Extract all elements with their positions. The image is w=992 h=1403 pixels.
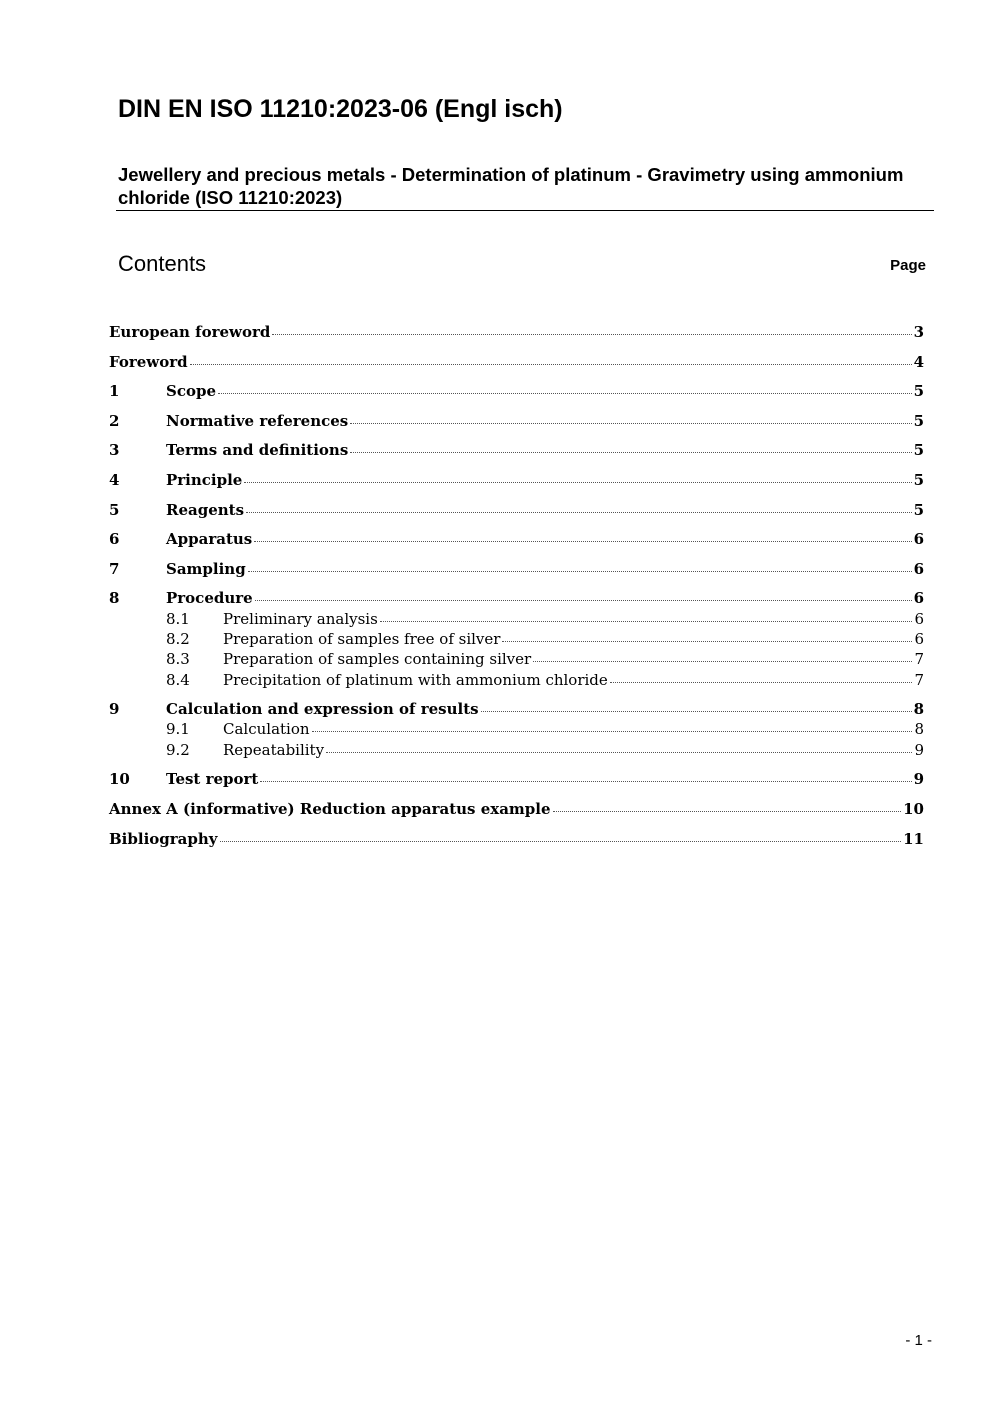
toc-entry[interactable] bbox=[109, 670, 924, 690]
toc-entry-page: 6 bbox=[913, 559, 924, 578]
toc-entry-label: Preparation of samples free of silver bbox=[223, 629, 501, 648]
toc-entry[interactable] bbox=[109, 588, 924, 608]
toc-entry-number: 1 bbox=[109, 382, 120, 401]
toc-entry-page: 8 bbox=[914, 720, 924, 739]
toc-entry-number: 2 bbox=[109, 411, 120, 430]
toc-entry-number: 8.2 bbox=[166, 629, 190, 648]
toc-entry[interactable] bbox=[109, 719, 924, 739]
toc-dot-leader bbox=[350, 452, 911, 453]
toc-entry-number: 8.3 bbox=[166, 650, 190, 669]
toc-entry-label: Calculation and expression of results bbox=[166, 700, 479, 719]
toc-entry[interactable] bbox=[109, 322, 924, 342]
toc-dot-leader bbox=[218, 393, 912, 394]
toc-entry[interactable] bbox=[109, 500, 924, 520]
toc-entry-page: 5 bbox=[913, 411, 924, 430]
toc-entry[interactable] bbox=[109, 740, 924, 760]
toc-entry[interactable] bbox=[109, 529, 924, 549]
toc-dot-leader bbox=[244, 482, 911, 483]
toc-dot-leader bbox=[326, 752, 912, 753]
toc-entry-label: Precipitation of platinum with ammonium chloride bbox=[223, 670, 608, 689]
toc-entry[interactable] bbox=[109, 609, 924, 629]
toc-entry-label: Foreword bbox=[109, 352, 188, 371]
toc-entry-number: 7 bbox=[109, 559, 120, 578]
toc-entry-number: 5 bbox=[109, 500, 120, 519]
toc-entry-page: 7 bbox=[914, 670, 924, 689]
table-of-contents bbox=[109, 322, 924, 849]
toc-entry-label: Preliminary analysis bbox=[223, 609, 378, 628]
toc-dot-leader bbox=[312, 731, 913, 732]
toc-dot-leader bbox=[272, 334, 911, 335]
toc-entry[interactable] bbox=[109, 559, 924, 579]
toc-entry-page: 7 bbox=[914, 650, 924, 669]
toc-entry-label: Scope bbox=[166, 382, 217, 401]
toc-entry[interactable] bbox=[109, 629, 924, 649]
toc-dot-leader bbox=[481, 711, 912, 712]
toc-dot-leader bbox=[246, 512, 912, 513]
toc-entry-page: 11 bbox=[903, 829, 924, 848]
toc-entry-label: Sampling bbox=[166, 559, 246, 578]
toc-entry[interactable] bbox=[109, 440, 924, 460]
toc-entry-number: 9.2 bbox=[166, 740, 190, 759]
toc-entry-label: Preparation of samples containing silver bbox=[223, 650, 532, 669]
toc-entry-number: 10 bbox=[109, 770, 130, 789]
toc-entry-label: Terms and definitions bbox=[166, 441, 349, 460]
toc-dot-leader bbox=[190, 364, 912, 365]
toc-entry-page: 6 bbox=[913, 589, 924, 608]
toc-entry-page: 6 bbox=[913, 530, 924, 549]
toc-dot-leader bbox=[380, 621, 913, 622]
toc-entry-page: 5 bbox=[913, 382, 924, 401]
toc-entry-label: Principle bbox=[166, 470, 243, 489]
document-subtitle: Jewellery and precious metals - Determination of platinum - Gravimetry using ammonium chloride (ISO 11210:2023) bbox=[118, 164, 904, 208]
document-title: DIN EN ISO 11210:2023-06 (Engl isch) bbox=[118, 95, 563, 123]
toc-dot-leader bbox=[350, 423, 911, 424]
toc-entry-label: Test report bbox=[166, 770, 259, 789]
toc-entry-label: Normative references bbox=[166, 411, 349, 430]
toc-entry[interactable] bbox=[109, 649, 924, 669]
title-divider bbox=[116, 210, 934, 211]
toc-dot-leader bbox=[502, 641, 912, 642]
toc-entry-number: 8 bbox=[109, 589, 120, 608]
toc-entry-number: 9.1 bbox=[166, 720, 190, 739]
toc-entry[interactable] bbox=[109, 470, 924, 490]
toc-entry-page: 9 bbox=[913, 770, 924, 789]
toc-entry[interactable] bbox=[109, 829, 924, 849]
toc-dot-leader bbox=[248, 571, 912, 572]
toc-entry[interactable] bbox=[109, 699, 924, 719]
toc-entry-page: 6 bbox=[914, 629, 924, 648]
toc-entry-page: 3 bbox=[913, 323, 924, 341]
toc-entry-page: 4 bbox=[913, 352, 924, 371]
toc-entry-number: 8.1 bbox=[166, 609, 190, 628]
toc-entry-label: Annex A (informative) Reduction apparatus example bbox=[109, 799, 551, 818]
toc-dot-leader bbox=[220, 841, 902, 842]
toc-entry-label: European foreword bbox=[109, 323, 271, 341]
toc-dot-leader bbox=[610, 682, 913, 683]
toc-dot-leader bbox=[254, 541, 911, 542]
toc-entry-number: 9 bbox=[109, 700, 120, 719]
toc-dot-leader bbox=[533, 661, 912, 662]
toc-entry[interactable] bbox=[109, 411, 924, 431]
toc-entry-label: Calculation bbox=[223, 720, 310, 739]
contents-heading: Contents bbox=[118, 251, 207, 276]
toc-entry-label: Procedure bbox=[166, 589, 253, 608]
toc-entry-page: 5 bbox=[913, 441, 924, 460]
toc-entry-page: 5 bbox=[913, 470, 924, 489]
toc-entry-label: Repeatability bbox=[223, 740, 325, 759]
toc-entry-number: 8.4 bbox=[166, 670, 190, 689]
toc-entry[interactable] bbox=[109, 799, 924, 819]
toc-entry-label: Apparatus bbox=[166, 530, 253, 549]
toc-entry-page: 6 bbox=[914, 609, 924, 628]
toc-entry-number: 6 bbox=[109, 530, 120, 549]
toc-entry[interactable] bbox=[109, 352, 924, 372]
toc-entry[interactable] bbox=[109, 769, 924, 789]
toc-dot-leader bbox=[260, 781, 911, 782]
toc-entry-page: 5 bbox=[913, 500, 924, 519]
toc-entry-number: 4 bbox=[109, 470, 120, 489]
page-number: - 1 - bbox=[905, 1332, 932, 1349]
toc-entry-label: Bibliography bbox=[109, 829, 218, 848]
toc-entry-label: Reagents bbox=[166, 500, 245, 519]
toc-dot-leader bbox=[553, 811, 902, 812]
toc-entry[interactable] bbox=[109, 381, 924, 401]
toc-entry-page: 8 bbox=[913, 700, 924, 719]
toc-entry-page: 10 bbox=[903, 799, 924, 818]
page-column-label: Page bbox=[890, 257, 926, 274]
toc-dot-leader bbox=[255, 600, 912, 601]
toc-entry-page: 9 bbox=[914, 740, 924, 759]
toc-entry-number: 3 bbox=[109, 441, 120, 460]
